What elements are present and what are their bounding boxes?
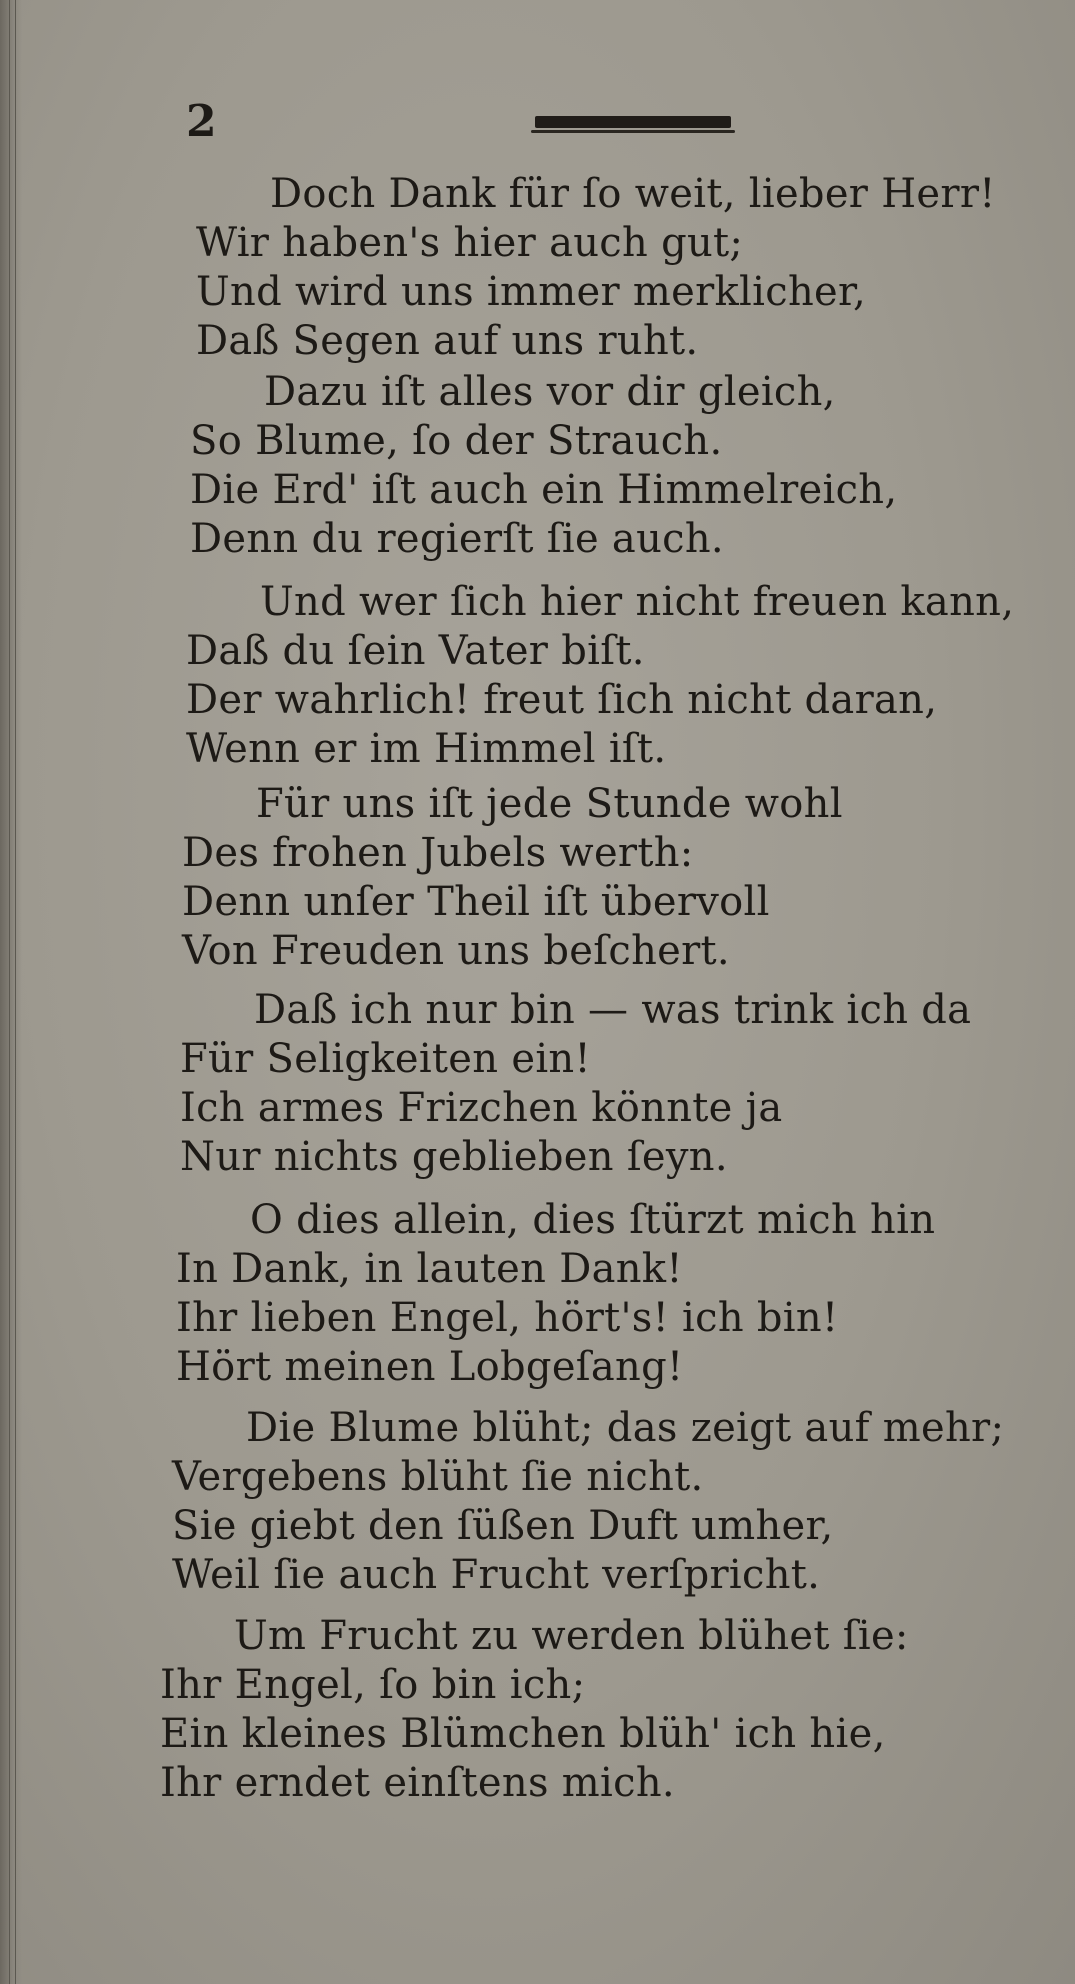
stanza-6	[0, 1196, 1075, 1392]
stanza-8	[0, 1612, 1075, 1808]
verse-line: Die Erd' iſt auch ein Himmelreich,	[190, 467, 898, 513]
verse-line: Ihr erndet einſtens mich.	[160, 1760, 675, 1806]
verse-line: Die Blume blüht; das zeigt auf mehr;	[246, 1405, 1005, 1451]
verse-line: Nur nichts geblieben ſeyn.	[180, 1134, 728, 1180]
stanza-4	[0, 780, 1075, 976]
verse-line: Wenn er im Himmel iſt.	[186, 726, 667, 772]
verse-line: O dies allein, dies ſtürzt mich hin	[250, 1197, 936, 1243]
verse-line: So Blume, ſo der Strauch.	[190, 418, 723, 464]
verse-line: Hört meinen Lobgeſang!	[176, 1344, 684, 1390]
verse-line: Ihr lieben Engel, hört's! ich bin!	[176, 1295, 839, 1341]
verse-line: Denn du regierſt ſie auch.	[190, 516, 724, 562]
verse-line: Und wird uns immer merklicher,	[196, 269, 867, 315]
verse-line: Doch Dank für ſo weit, lieber Herr!	[270, 171, 996, 217]
verse-line: Von Freuden uns beſchert.	[182, 928, 730, 974]
stanza-2	[0, 368, 1075, 564]
verse-line: In Dank, in lauten Dank!	[176, 1246, 683, 1292]
verse-line: Ein kleines Blümchen blüh' ich hie,	[160, 1711, 886, 1757]
verse-line: Für Seligkeiten ein!	[180, 1036, 591, 1082]
stanza-5	[0, 986, 1075, 1182]
page-number: 2	[186, 96, 217, 147]
verse-line: Sie giebt den ſüßen Duft umher,	[172, 1503, 834, 1549]
verse-line: Daß ich nur bin — was trink ich da	[254, 987, 972, 1033]
verse-line: Daß Segen auf uns ruht.	[196, 318, 699, 364]
verse-line: Des frohen Jubels werth:	[182, 830, 694, 876]
verse-line: Um Frucht zu werden blühet ſie:	[234, 1613, 909, 1659]
verse-line: Dazu iſt alles vor dir gleich,	[264, 369, 836, 415]
verse-line: Der wahrlich! freut ſich nicht daran,	[186, 677, 938, 723]
page-header	[0, 96, 1075, 147]
verse-line: Weil ſie auch Frucht verſpricht.	[172, 1552, 821, 1598]
verse-line: Denn unſer Theil iſt übervoll	[182, 879, 770, 925]
verse-line: Daß du ſein Vater biſt.	[186, 628, 645, 674]
stanza-7	[0, 1404, 1075, 1600]
verse-line: Vergebens blüht ſie nicht.	[172, 1454, 704, 1500]
stanza-1	[0, 170, 1075, 366]
verse-line: Ich armes Frizchen könnte ja	[180, 1085, 783, 1131]
verse-line: Wir haben's hier auch gut;	[196, 220, 744, 266]
verse-line: Für uns iſt jede Stunde wohl	[256, 781, 843, 827]
verse-line: Und wer ſich hier nicht freuen kann,	[260, 579, 1015, 625]
stanza-3	[0, 578, 1075, 774]
ornament-rule	[535, 116, 731, 128]
verse-line: Ihr Engel, ſo bin ich;	[160, 1662, 586, 1708]
